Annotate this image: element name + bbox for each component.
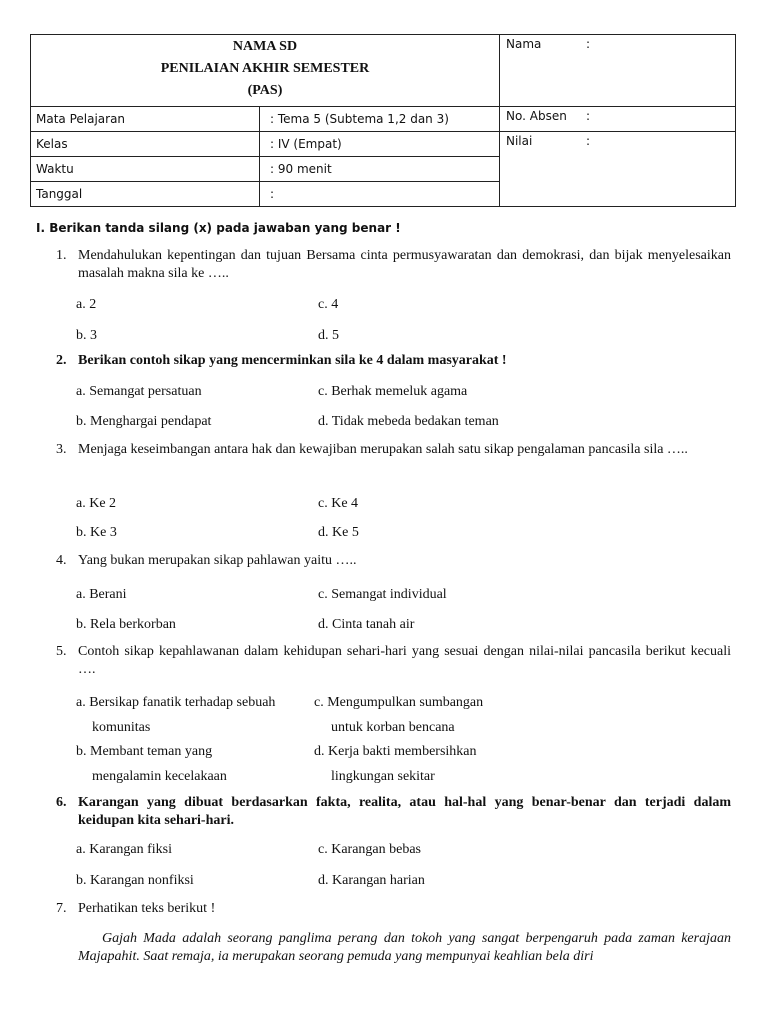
exam-abbr: (PAS) (247, 83, 283, 98)
exam-title-cell (31, 35, 500, 107)
option-d[interactable]: d. Karangan harian (318, 873, 425, 888)
question-7: 7. Perhatikan teks berikut ! (56, 900, 731, 918)
option-c-cont: untuk korban bencana (331, 720, 455, 735)
question-text: Berikan contoh sikap yang mencerminkan sila ke 4 dalam masyarakat ! (78, 353, 507, 368)
exam-name: PENILAIAN AKHIR SEMESTER (160, 61, 370, 76)
option-c[interactable]: c. Semangat individual (318, 587, 447, 602)
question-6: 6. Karangan yang dibuat berdasarkan fakta, realita, atau hal-hal yang benar-benar dan terjadi dalam keidupan kita sehari-hari. (56, 795, 731, 828)
subject-value: : Tema 5 (Subtema 1,2 dan 3) (260, 107, 500, 132)
time-label: Waktu (31, 157, 260, 182)
option-c[interactable]: c. Karangan bebas (318, 842, 422, 857)
option-b[interactable]: b. Menghargai pendapat (76, 414, 212, 429)
class-label: Kelas (31, 132, 260, 157)
option-d[interactable]: d. 5 (318, 328, 339, 343)
question-4: 4. Yang bukan merupakan sikap pahlawan yaitu ….. (56, 552, 731, 570)
option-d[interactable]: d. Ke 5 (318, 525, 359, 540)
option-a[interactable]: a. Bersikap fanatik terhadap sebuah (76, 695, 276, 710)
question-text: Yang bukan merupakan sikap pahlawan yaitu ….. (78, 553, 357, 568)
exam-header-table (30, 34, 736, 207)
option-c[interactable]: c. 4 (318, 297, 339, 312)
class-value: : IV (Empat) (260, 132, 500, 157)
option-a[interactable]: a. Semangat persatuan (76, 384, 202, 399)
date-value: : (260, 182, 500, 207)
option-d[interactable]: d. Cinta tanah air (318, 617, 415, 632)
question-text: Menjaga keseimbangan antara hak dan kewajiban merupakan salah satu sikap pengalaman pancasila sila ….. (78, 442, 688, 457)
subject-label: Mata Pelajaran (31, 107, 260, 132)
question-text: Contoh sikap kepahlawanan dalam kehidupan sehari-hari yang sesuai dengan nilai-nilai pancasila berikut kecuali …. (78, 644, 731, 677)
section-instruction: I. Berikan tanda silang (x) pada jawaban yang benar ! (36, 221, 401, 235)
option-c[interactable]: c. Berhak memeluk agama (318, 384, 468, 399)
option-d[interactable]: d. Kerja bakti membersihkan (314, 744, 477, 759)
option-b[interactable]: b. Rela berkorban (76, 617, 176, 632)
option-d[interactable]: d. Tidak mebeda bedakan teman (318, 414, 499, 429)
reading-passage: Gajah Mada adalah seorang panglima perang dan tokoh yang sangat berpengaruh pada zaman kerajaan Majapahit. Saat remaja, ia merupakan seorang pemuda yang mempunyai keahlian bela diri (78, 931, 731, 964)
date-label: Tanggal (31, 182, 260, 207)
absen-label: No. Absen (506, 109, 567, 123)
score-field[interactable]: Nilai : (500, 132, 736, 207)
student-name-field[interactable]: Nama : (500, 35, 736, 107)
question-text: Mendahulukan kepentingan dan tujuan Bersama cinta permusyawaratan dan demokrasi, dan bijak menyelesaikan masalah makna sila ke ….. (78, 248, 731, 281)
question-2: 2. Berikan contoh sikap yang mencerminkan sila ke 4 dalam masyarakat ! (56, 352, 731, 370)
option-c[interactable]: c. Mengumpulkan sumbangan (314, 695, 484, 710)
nilai-label: Nilai (506, 134, 533, 148)
option-b[interactable]: b. Karangan nonfiksi (76, 873, 194, 888)
question-text: Perhatikan teks berikut ! (78, 901, 216, 916)
time-value: : 90 menit (260, 157, 500, 182)
option-b-cont: mengalamin kecelakaan (92, 769, 227, 784)
option-a[interactable]: a. 2 (76, 297, 97, 312)
school-name: NAMA SD (232, 39, 298, 54)
option-b[interactable]: b. 3 (76, 328, 97, 343)
option-a[interactable]: a. Karangan fiksi (76, 842, 173, 857)
question-3: 3. Menjaga keseimbangan antara hak dan kewajiban merupakan salah satu sikap pengalaman pancasila sila ….. (56, 441, 731, 459)
option-a-cont: komunitas (92, 720, 151, 735)
option-b[interactable]: b. Ke 3 (76, 525, 117, 540)
nama-label: Nama (506, 37, 542, 51)
option-b[interactable]: b. Membant teman yang (76, 744, 213, 759)
option-c[interactable]: c. Ke 4 (318, 496, 359, 511)
option-a[interactable]: a. Ke 2 (76, 496, 117, 511)
student-number-field[interactable]: No. Absen : (500, 107, 736, 132)
question-text: Karangan yang dibuat berdasarkan fakta, realita, atau hal-hal yang benar-benar dan terjadi dalam keidupan kita sehari-hari. (78, 795, 731, 828)
option-d-cont: lingkungan sekitar (331, 769, 435, 784)
question-1: 1. Mendahulukan kepentingan dan tujuan Bersama cinta permusyawaratan dan demokrasi, dan bijak menyelesaikan masalah makna sila ke ….. (56, 248, 731, 281)
question-5: 5. Contoh sikap kepahlawanan dalam kehidupan sehari-hari yang sesuai dengan nilai-nilai pancasila berikut kecuali …. (56, 644, 731, 677)
option-a[interactable]: a. Berani (76, 587, 127, 602)
